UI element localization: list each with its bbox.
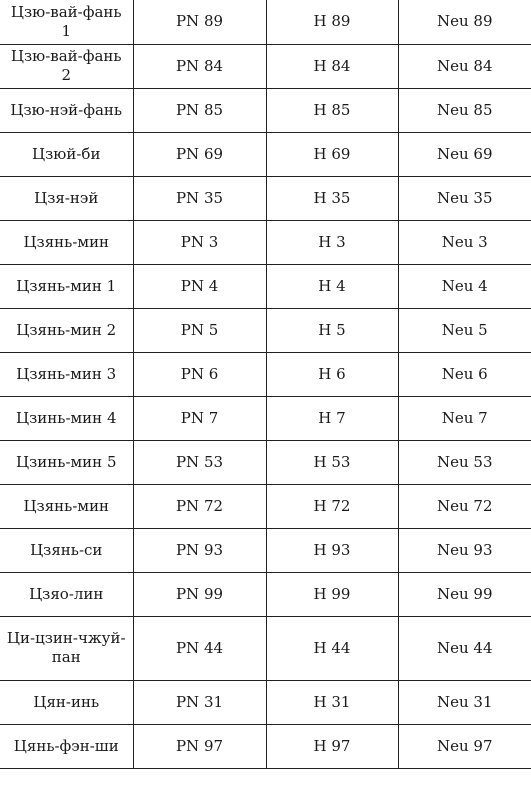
pn-code-cell: PN 93 [133,528,266,572]
neu-code-cell: Neu 97 [398,724,531,768]
pn-code-cell: PN 5 [133,308,266,352]
neu-code-cell: Neu 85 [398,88,531,132]
table-row [0,44,531,88]
neu-code-cell: Neu 4 [398,264,531,308]
point-name-cell: Цзя-нэй [0,176,133,220]
table-row [0,0,531,44]
table-row [0,724,531,768]
h-code-cell: H 31 [266,680,398,724]
pn-code-cell: PN 89 [133,0,266,44]
table-row [0,572,531,616]
h-code-cell: H 44 [266,616,398,680]
pn-code-cell: PN 6 [133,352,266,396]
h-code-cell: H 53 [266,440,398,484]
neu-code-cell: Neu 6 [398,352,531,396]
h-code-cell: H 35 [266,176,398,220]
point-name-cell: Цзинь-мин 4 [0,396,133,440]
neu-code-cell: Neu 89 [398,0,531,44]
h-code-cell: H 93 [266,528,398,572]
h-code-cell: H 84 [266,44,398,88]
h-code-cell: H 69 [266,132,398,176]
pn-code-cell: PN 35 [133,176,266,220]
point-name-cell: Цзянь-мин 3 [0,352,133,396]
pn-code-cell: PN 84 [133,44,266,88]
neu-code-cell: Neu 99 [398,572,531,616]
h-code-cell: H 85 [266,88,398,132]
table-row [0,616,531,680]
pn-code-cell: PN 69 [133,132,266,176]
table-row [0,264,531,308]
table-row [0,440,531,484]
pn-code-cell: PN 97 [133,724,266,768]
neu-code-cell: Neu 72 [398,484,531,528]
point-name-cell: Ци-цзин-чжуй-пан [0,616,133,680]
pn-code-cell: PN 99 [133,572,266,616]
point-name-cell: Цзянь-си [0,528,133,572]
point-name-cell: Цянь-фэн-ши [0,724,133,768]
table-row [0,308,531,352]
table-row [0,352,531,396]
h-code-cell: H 5 [266,308,398,352]
h-code-cell: H 3 [266,220,398,264]
point-name-cell: Цзянь-мин 1 [0,264,133,308]
h-code-cell: H 4 [266,264,398,308]
pn-code-cell: PN 85 [133,88,266,132]
point-name-cell: Цзю-нэй-фань [0,88,133,132]
neu-code-cell: Neu 3 [398,220,531,264]
point-name-cell: Цзянь-мин 2 [0,308,133,352]
table-row [0,680,531,724]
h-code-cell: H 97 [266,724,398,768]
table-row [0,88,531,132]
pn-code-cell: PN 3 [133,220,266,264]
neu-code-cell: Neu 44 [398,616,531,680]
pn-code-cell: PN 31 [133,680,266,724]
h-code-cell: H 89 [266,0,398,44]
h-code-cell: H 7 [266,396,398,440]
point-name-cell: Цзянь-мин [0,220,133,264]
point-name-cell: Цян-инь [0,680,133,724]
point-name-cell: Цзянь-мин [0,484,133,528]
table-row [0,528,531,572]
h-code-cell: H 6 [266,352,398,396]
point-name-cell: Цзюй-би [0,132,133,176]
neu-code-cell: Neu 93 [398,528,531,572]
table-row [0,484,531,528]
point-name-cell: Цзяо-лин [0,572,133,616]
point-name-cell: Цзинь-мин 5 [0,440,133,484]
point-name-cell: Цзю-вай-фань 2 [0,44,133,88]
table-row [0,176,531,220]
h-code-cell: H 99 [266,572,398,616]
neu-code-cell: Neu 5 [398,308,531,352]
pn-code-cell: PN 72 [133,484,266,528]
point-name-cell: Цзю-вай-фань 1 [0,0,133,44]
table-row [0,396,531,440]
h-code-cell: H 72 [266,484,398,528]
neu-code-cell: Neu 84 [398,44,531,88]
pn-code-cell: PN 44 [133,616,266,680]
table-row [0,220,531,264]
pn-code-cell: PN 7 [133,396,266,440]
pn-code-cell: PN 4 [133,264,266,308]
neu-code-cell: Neu 53 [398,440,531,484]
neu-code-cell: Neu 69 [398,132,531,176]
neu-code-cell: Neu 31 [398,680,531,724]
neu-code-cell: Neu 7 [398,396,531,440]
table-row [0,132,531,176]
pn-code-cell: PN 53 [133,440,266,484]
neu-code-cell: Neu 35 [398,176,531,220]
